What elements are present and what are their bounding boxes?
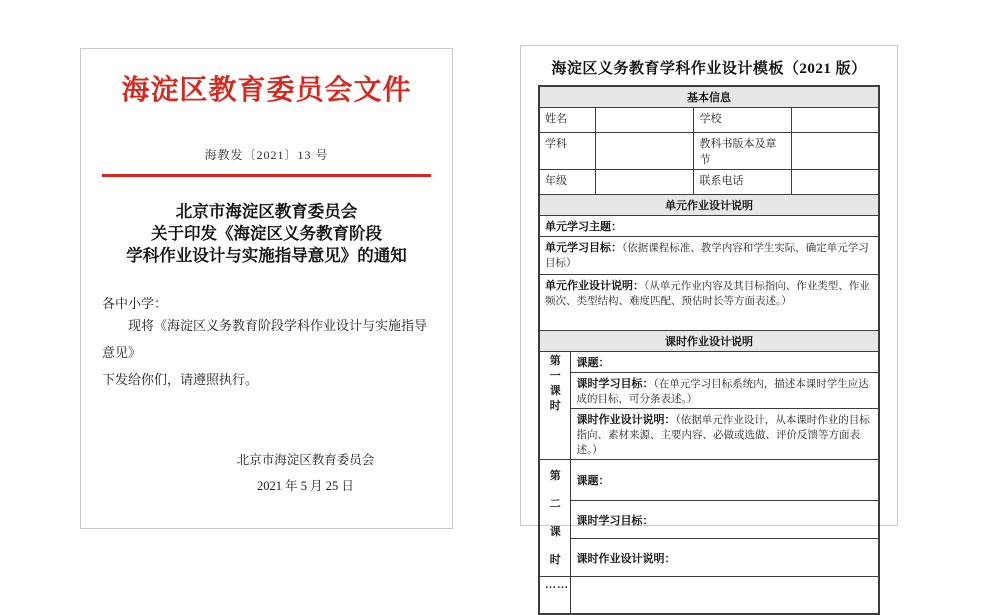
notice-title-line-3: 学科作业设计与实施指导意见》的通知 [126, 246, 407, 265]
section-header-unit: 单元作业设计说明 [539, 195, 879, 216]
cell-textbook-label: 教科书版本及章节 [694, 133, 792, 170]
ellipsis-cell: …… [539, 577, 571, 614]
lesson1-topic-cell [571, 352, 879, 373]
signature-org: 北京市海淀区教育委员会 [236, 453, 375, 467]
unit-design-label: 单元作业设计说明： [544, 280, 644, 292]
notice-title [102, 201, 431, 267]
table-row [539, 352, 879, 373]
lesson2-name-cell [539, 460, 571, 577]
cell-textbook-value [792, 133, 879, 170]
table-row [539, 237, 879, 275]
signature-date: 2021 年 5 月 25 日 [257, 479, 354, 493]
notice-body [102, 312, 431, 393]
lesson2-topic-cell [571, 460, 879, 501]
lesson2-goal-cell [571, 501, 879, 539]
body-line-2: 下发给你们，请遵照执行。 [102, 372, 259, 387]
lesson1-goal-note: （在单元学习目标系统内，描述本课时学生应达成的目标，可分条表述。） [576, 379, 869, 405]
table-row [539, 409, 879, 460]
body-line-1: 现将《海淀区义务教育阶段学科作业设计与实施指导意见》 [102, 318, 428, 360]
unit-goal-note: （依据课程标准、教学内容和学生实际，确定单元学习目标） [544, 243, 869, 269]
letterhead-title: 海淀区教育委员会文件 [121, 75, 412, 106]
unit-design-note: （从单元作业内容及其目标指向、作业类型、作业频次、类型结构、难度匹配、预估时长等方面表述。） [544, 281, 870, 307]
unit-theme-cell [539, 216, 879, 237]
table-row [539, 216, 879, 237]
lesson2-name-line-1: 第二 [549, 470, 561, 510]
table-row [539, 539, 879, 577]
official-document-page [80, 48, 453, 529]
lesson2-design-cell [571, 539, 879, 577]
section-header-lesson: 课时作业设计说明 [539, 331, 879, 352]
cell-grade-label: 年级 [539, 170, 596, 195]
table-row [539, 275, 879, 331]
cell-subject-value [596, 133, 694, 170]
lesson2-name-line-2: 课时 [549, 526, 561, 566]
salutation: 各中小学： [102, 296, 168, 311]
table-row [539, 108, 879, 133]
notice-title-line-1: 北京市海淀区教育委员会 [175, 202, 358, 221]
cell-school-label: 学校 [694, 108, 792, 133]
lesson1-goal-cell [571, 373, 879, 409]
cell-grade-value [596, 170, 694, 195]
table-row [539, 460, 879, 501]
cell-name-value [596, 108, 694, 133]
lesson1-design-cell [571, 409, 879, 460]
table-row [539, 373, 879, 409]
unit-theme-label: 单元学习主题： [544, 221, 622, 233]
lesson1-design-note: （依据单元作业设计，从本课时作业的目标指向、素材来源、主要内容、必做或选做、评价反馈等方面表述。） [576, 415, 870, 456]
cell-name-label: 姓名 [539, 108, 596, 133]
lesson2-goal-label: 课时学习目标： [576, 514, 654, 527]
lesson1-name-cell [539, 352, 571, 460]
notice-title-line-2: 关于印发《海淀区义务教育阶段 [151, 224, 382, 243]
template-table [538, 85, 880, 615]
cell-phone-value [792, 170, 879, 195]
lesson2-design-label: 课时作业设计说明： [576, 552, 676, 565]
table-row [539, 577, 879, 614]
lesson2-topic-label: 课题： [576, 475, 610, 488]
template-title: 海淀区义务教育学科作业设计模板（2021 版） [551, 61, 867, 77]
lesson1-design-label: 课时作业设计说明： [576, 414, 676, 426]
ellipsis-content-cell [571, 577, 879, 614]
cell-school-value [792, 108, 879, 133]
lesson1-goal-label: 课时学习目标： [576, 378, 654, 390]
table-row [539, 133, 879, 170]
template-form-page [520, 45, 898, 591]
section-header-basic-info: 基本信息 [539, 86, 879, 108]
lesson1-topic-label: 课题： [576, 357, 610, 369]
cell-phone-label: 联系电话 [694, 170, 792, 195]
red-divider-rule [102, 174, 431, 177]
signature-block [218, 447, 393, 499]
lesson1-name-line-2: 课时 [549, 385, 561, 412]
unit-design-cell [539, 275, 879, 331]
lesson1-name-line-1: 第一 [549, 355, 561, 382]
cell-subject-label: 学科 [539, 133, 596, 170]
table-row [539, 501, 879, 539]
unit-goal-label: 单元学习目标： [544, 242, 622, 254]
document-number: 海教发〔2021〕13 号 [204, 148, 329, 162]
table-row [539, 170, 879, 195]
unit-goal-cell [539, 237, 879, 275]
